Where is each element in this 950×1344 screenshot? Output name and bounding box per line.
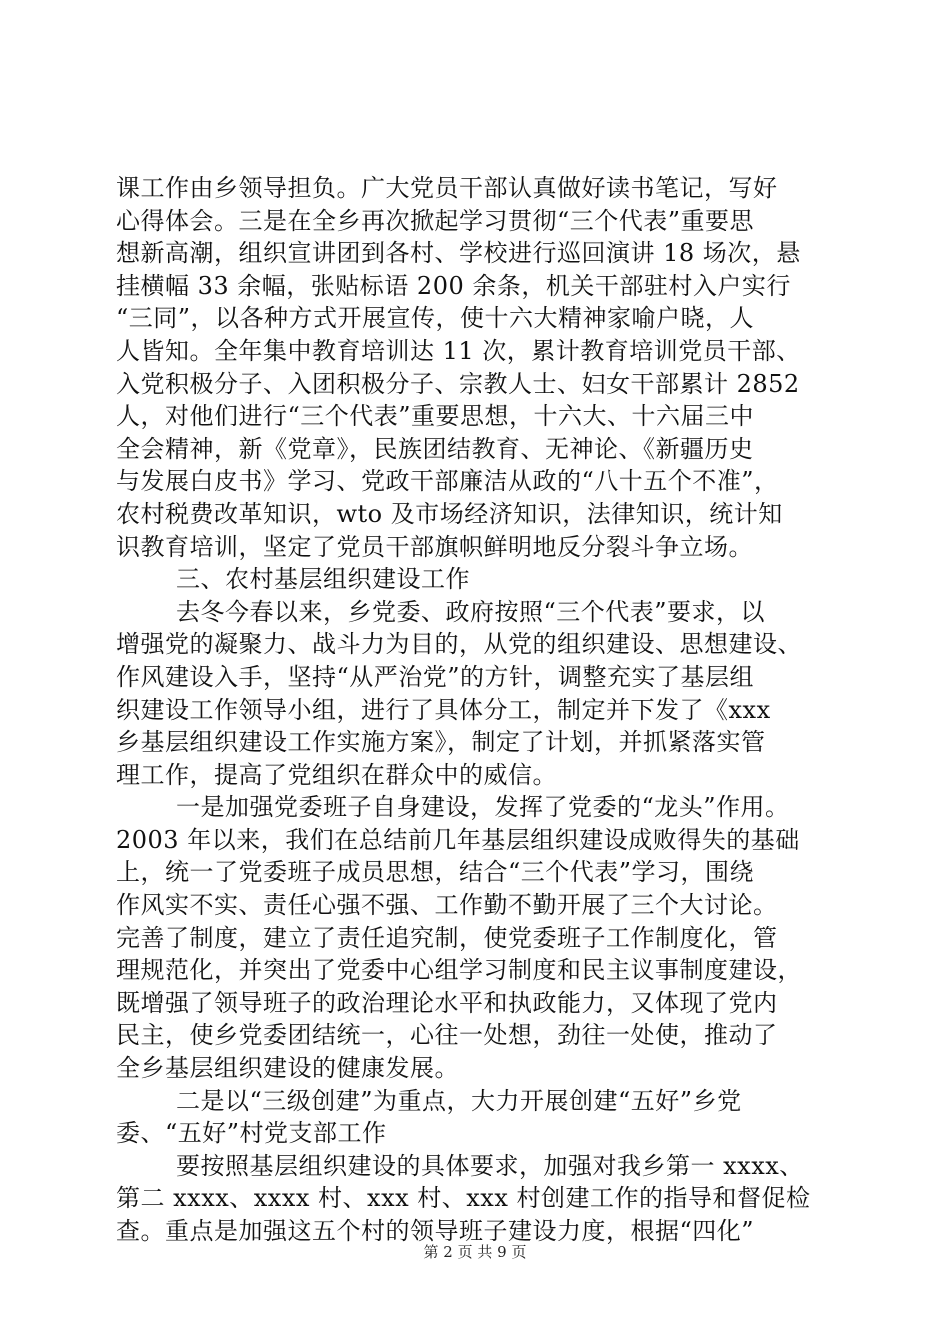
text-line: 与发展白皮书》学习、党政干部廉洁从政的“八十五个不准”，	[116, 467, 779, 496]
text-line: 乡基层组织建设工作实施方案》，制定了计划，并抓紧落实管	[116, 728, 766, 757]
text-line: 委、“五好”村党支部工作	[116, 1119, 387, 1148]
text-line: 人，对他们进行“三个代表”重要思想，十六大、十六届三中	[116, 402, 755, 431]
text-line: 民主，使乡党委团结统一，心往一处想，劲往一处使，推动了	[116, 1021, 778, 1050]
text-line: 上，统一了党委班子成员思想，结合“三个代表”学习，围绕	[116, 858, 755, 887]
text-line: 查。重点是加强这五个村的领导班子建设力度，根据“四化”	[116, 1217, 755, 1245]
text-line: 想新高潮，组织宣讲团到各村、学校进行巡回演讲 18 场次，悬	[116, 239, 801, 268]
text-line: 心得体会。三是在全乡再次掀起学习贯彻“三个代表”重要思	[116, 206, 755, 235]
text-line: 2003 年以来，我们在总结前几年基层组织建设成败得失的基础	[116, 825, 800, 854]
text-line: 全乡基层组织建设的健康发展。	[116, 1054, 459, 1083]
text-line: 识教育培训，坚定了党员干部旗帜鲜明地反分裂斗争立场。	[116, 532, 753, 561]
text-line: 作风实不实、责任心强不强、工作勤不勤开展了三个大讨论。	[116, 891, 778, 920]
text-line: 增强党的凝聚力、战斗力为目的，从党的组织建设、思想建设、	[116, 630, 802, 659]
text-line: 人皆知。全年集中教育培训达 11 次，累计教育培训党员干部、	[116, 336, 801, 365]
text-line: 织建设工作领导小组，进行了具体分工，制定并下发了《xxx	[116, 695, 771, 724]
text-line: 课工作由乡领导担负。广大党员干部认真做好读书笔记，写好	[116, 174, 778, 202]
text-line: 一是加强党委班子自身建设，发挥了党委的“龙头”作用。	[176, 793, 790, 822]
text-line: 农村税费改革知识，wto 及市场经济知识，法律知识，统计知	[116, 499, 783, 528]
text-line: 理工作，提高了党组织在群众中的威信。	[116, 760, 557, 789]
text-line: 挂横幅 33 余幅，张贴标语 200 余条，机关干部驻村入户实行	[116, 271, 791, 300]
text-line: 入党积极分子、入团积极分子、宗教人士、妇女干部累计 2852	[116, 369, 800, 398]
text-line: 去冬今春以来，乡党委、政府按照“三个代表”要求，以	[176, 597, 766, 626]
page-footer: 第 2 页 共 9 页	[423, 1243, 527, 1261]
document-body	[116, 172, 832, 1248]
text-line: 完善了制度，建立了责任追究制，使党委班子工作制度化，管	[116, 923, 778, 952]
section-heading: 三、农村基层组织建设工作	[176, 565, 470, 594]
text-line: 第二 xxxx、xxxx 村、xxx 村、xxx 村创建工作的指导和督促检	[116, 1184, 811, 1213]
text-line: 既增强了领导班子的政治理论水平和执政能力，又体现了党内	[116, 988, 778, 1017]
text-line: 理规范化，并突出了党委中心组学习制度和民主议事制度建设，	[116, 956, 802, 985]
text-line: “三同”，以各种方式开展宣传，使十六大精神家喻户晓，人	[116, 304, 755, 333]
text-line: 作风建设入手，坚持“从严治党”的方针，调整充实了基层组	[116, 662, 755, 691]
text-line: 要按照基层组织建设的具体要求，加强对我乡第一 xxxx、	[176, 1151, 804, 1180]
text-line: 全会精神，新《党章》，民族团结教育、无神论、《新疆历史	[116, 434, 754, 463]
text-line: 二是以“三级创建”为重点，大力开展创建“五好”乡党	[176, 1086, 742, 1115]
